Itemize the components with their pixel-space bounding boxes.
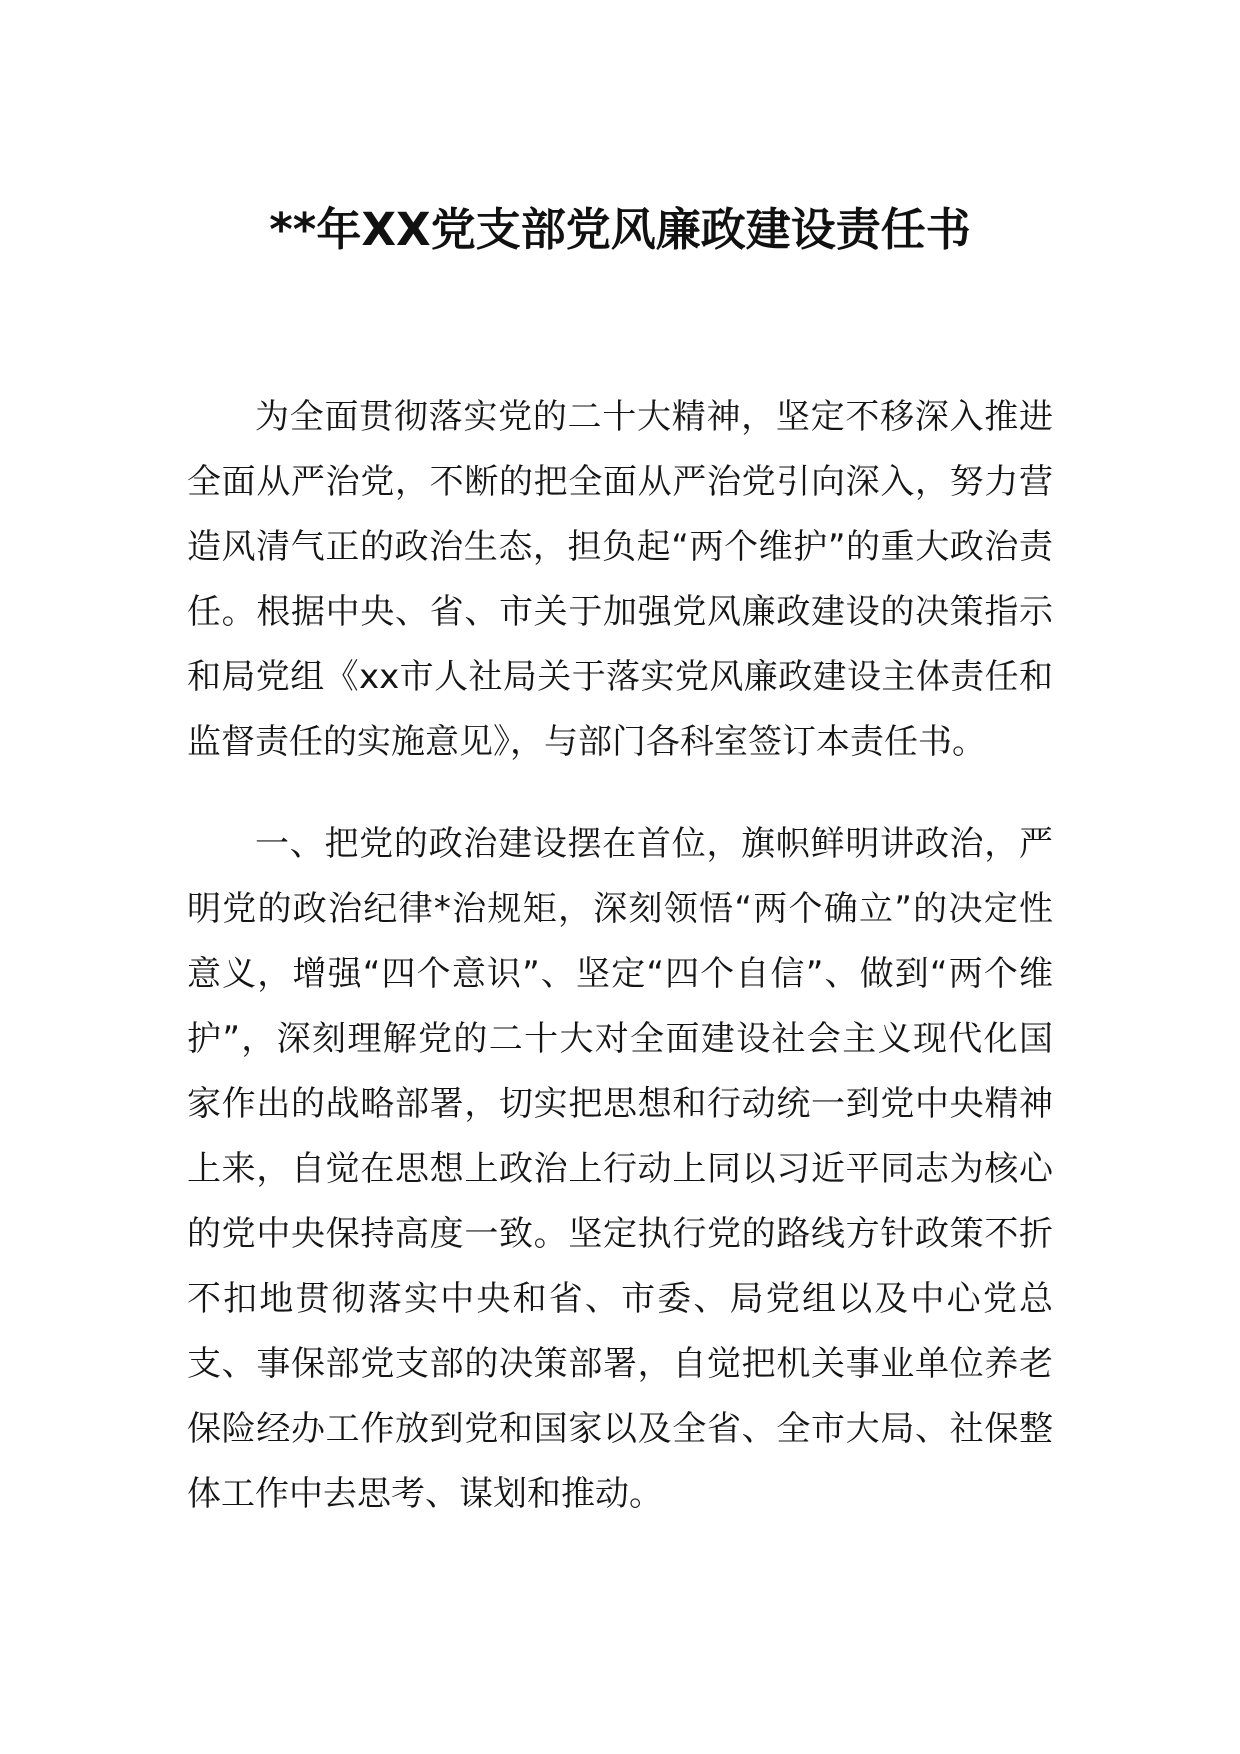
document-title: **年XX党支部党风廉政建设责任书 [269, 203, 971, 256]
paragraph-intro: 为全面贯彻落实党的二十大精神，坚定不移深入推进全面从严治党，不断的把全面从严治党引向深入，努力营造风清气正的政治生态，担负起“两个维护”的重大政治责任。根据中央、省、市关于加强党风廉政建设的决策指示和局党组《xx市人社局关于落实党风廉政建设主体责任和监督责任的实施意见》，与部门各科室签订本责任书。 [187, 397, 1053, 762]
paragraph-section-one: 一、把党的政治建设摆在首位，旗帜鲜明讲政治，严明党的政治纪律*治规矩，深刻领悟“两个确立”的决定性意义，增强“四个意识”、坚定“四个自信”、做到“两个维护”，深刻理解党的二十大对全面建设社会主义现代化国家作出的战略部署，切实把思想和行动统一到党中央精神上来，自觉在思想上政治上行动上同以习近平同志为核心的党中央保持高度一致。坚定执行党的路线方针政策不折不扣地贯彻落实中央和省、市委、局党组以及中心党总支、事保部党支部的决策部署，自觉把机关事业单位养老保险经办工作放到党和国家以及全省、全市大局、社保整体工作中去思考、谋划和推动。 [187, 824, 1053, 1514]
